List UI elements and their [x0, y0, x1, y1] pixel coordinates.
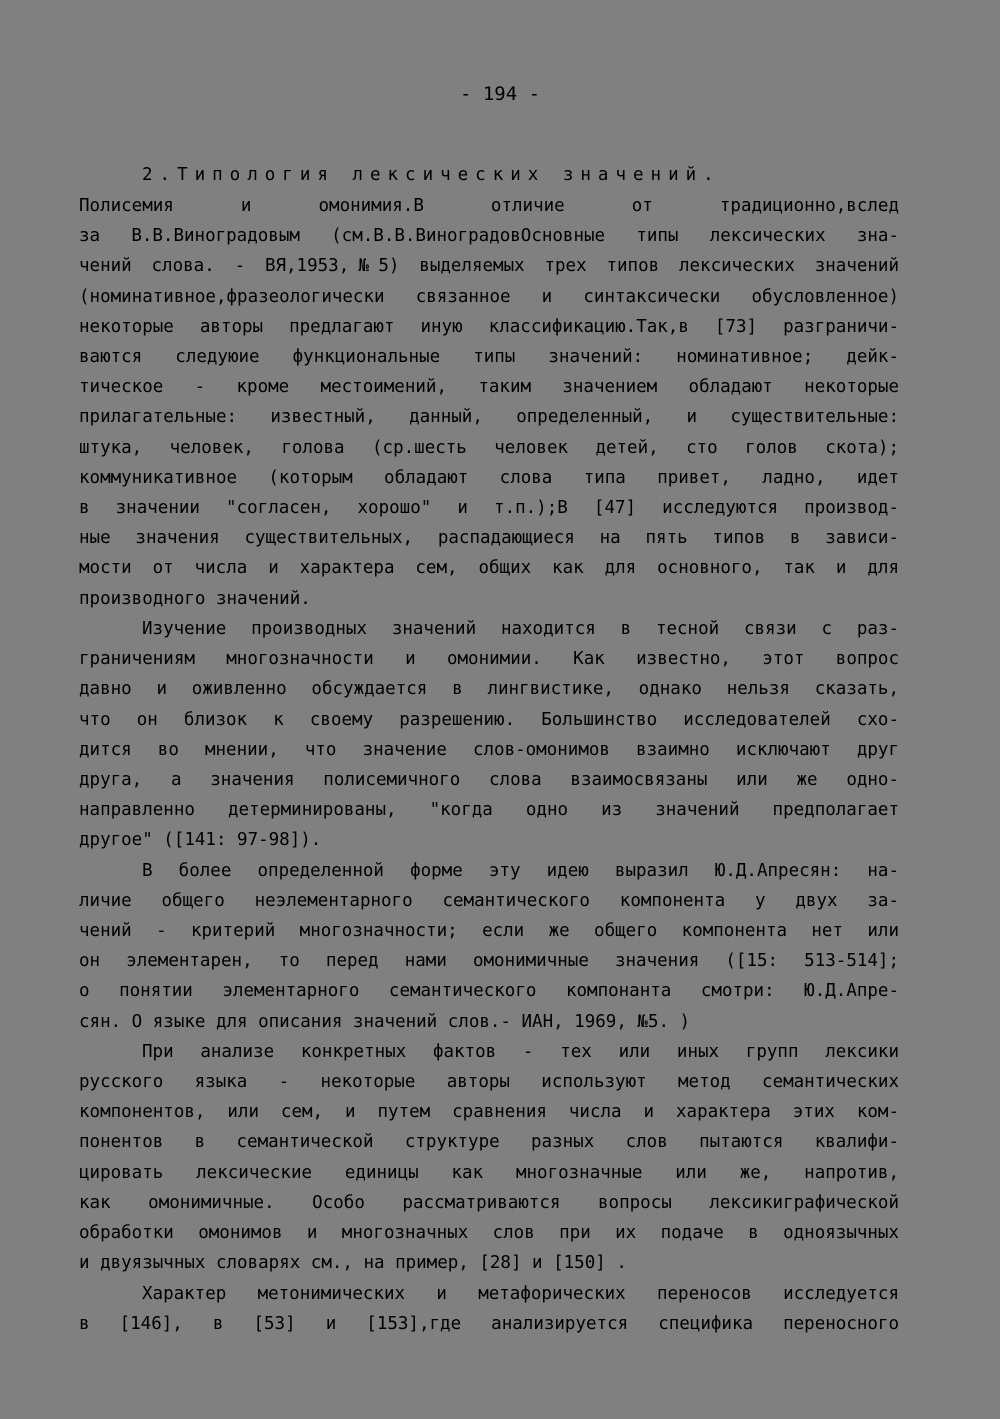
text-line: прилагательные: известный, данный, определенный, и существительные: — [79, 407, 899, 427]
text-line: в значении "согласен, хорошо" и т.п.);В [47] исследуются производ- — [79, 498, 899, 518]
text-line: о понятии элементарного семантического компонанта смотри: Ю.Д.Апре- — [79, 981, 899, 1001]
text-line: в [146], в [53] и [153],где анализируется специфика переносного — [79, 1314, 899, 1334]
text-line: понентов в семантической структуре разных слов пытаются квалифи- — [79, 1132, 899, 1152]
paragraph-start-line: Изучение производных значений находится в тесной связи с раз- — [142, 619, 899, 639]
text-line: обработки омонимов и многозначных слов при их подаче в одноязычных — [79, 1223, 899, 1243]
text-line: чений - критерий многозначности; если же общего компонента нет или — [79, 921, 899, 941]
text-line: что он близок к своему разрешению. Большинство исследователей схо- — [79, 710, 899, 730]
text-line: граничениям многозначности и омонимии. Как известно, этот вопрос — [79, 649, 899, 669]
text-line: личие общего неэлементарного семантического компонента у двух за- — [79, 891, 899, 911]
text-line: штука, человек, голова (ср.шесть человек детей, сто голов скота); — [79, 438, 899, 458]
page-number: - 194 - — [459, 83, 541, 105]
text-line: цировать лексические единицы как многозначные или же, напротив, — [79, 1163, 899, 1183]
text-line: русского языка - некоторые авторы используют метод семантических — [79, 1072, 899, 1092]
text-line: за В.В.Виноградовым (см.В.В.ВиноградовОсновные типы лексических зна- — [79, 226, 899, 246]
text-line: коммуникативное (которым обладают слова типа привет, ладно, идет — [79, 468, 899, 488]
text-line: чений слова. - ВЯ,1953,№5) выделяемых трех типов лексических значений — [79, 256, 899, 276]
text-line: Полисемия и омонимия.В отличие от традиционно,вслед — [79, 196, 899, 216]
text-line: и двуязычных словарях см., на пример, [28] и [150] . — [79, 1253, 627, 1273]
text-line: друга, а значения полисемичного слова взаимосвязаны или же одно- — [79, 770, 899, 790]
text-line: другое" ([141: 97-98]). — [79, 830, 322, 850]
text-line: ные значения существительных, распадающиеся на пять типов в зависи- — [79, 528, 899, 548]
text-line: компонентов, или сем, и путем сравнения числа и характера этих ком- — [79, 1102, 899, 1122]
text-line: давно и оживленно обсуждается в лингвистике, однако нельзя сказать, — [79, 679, 899, 699]
section-heading: 2.Типология лексических значений. — [142, 165, 721, 185]
text-line: тическое - кроме местоимений, таким значением обладают некоторые — [79, 377, 899, 397]
paragraph-start-line: В более определенной форме эту идею выразил Ю.Д.Апресян: на- — [142, 861, 899, 881]
text-line: некоторые авторы предлагают иную классификацию.Так,в [73] разграничи- — [79, 317, 899, 337]
text-line: дится во мнении, что значение слов-омонимов взаимно исключают друг — [79, 740, 899, 760]
text-line: сян. О языке для описания значений слов.- ИАН, 1969, №5. ) — [79, 1012, 691, 1032]
text-line: он элементарен, то перед нами омонимичные значения ([15: 513-514]; — [79, 951, 899, 971]
text-line: ваются следуюие функциональные типы значений: номинативное; дейк- — [79, 347, 899, 367]
text-line: мости от числа и характера сем, общих как для основного, так и для — [79, 558, 899, 578]
paragraph-start-line: При анализе конкретных фактов - тех или иных групп лексики — [142, 1042, 899, 1062]
text-line: как омонимичные. Особо рассматриваются вопросы лексикиграфической — [79, 1193, 899, 1213]
text-line: направленно детерминированы, "когда одно из значений предполагает — [79, 800, 899, 820]
text-line: (номинативное,фразеологически связанное и синтаксически обусловленное) — [79, 287, 899, 307]
text-line: производного значений. — [79, 589, 311, 609]
paragraph-start-line: Характер метонимических и метафорических переносов исследуется — [142, 1284, 899, 1304]
